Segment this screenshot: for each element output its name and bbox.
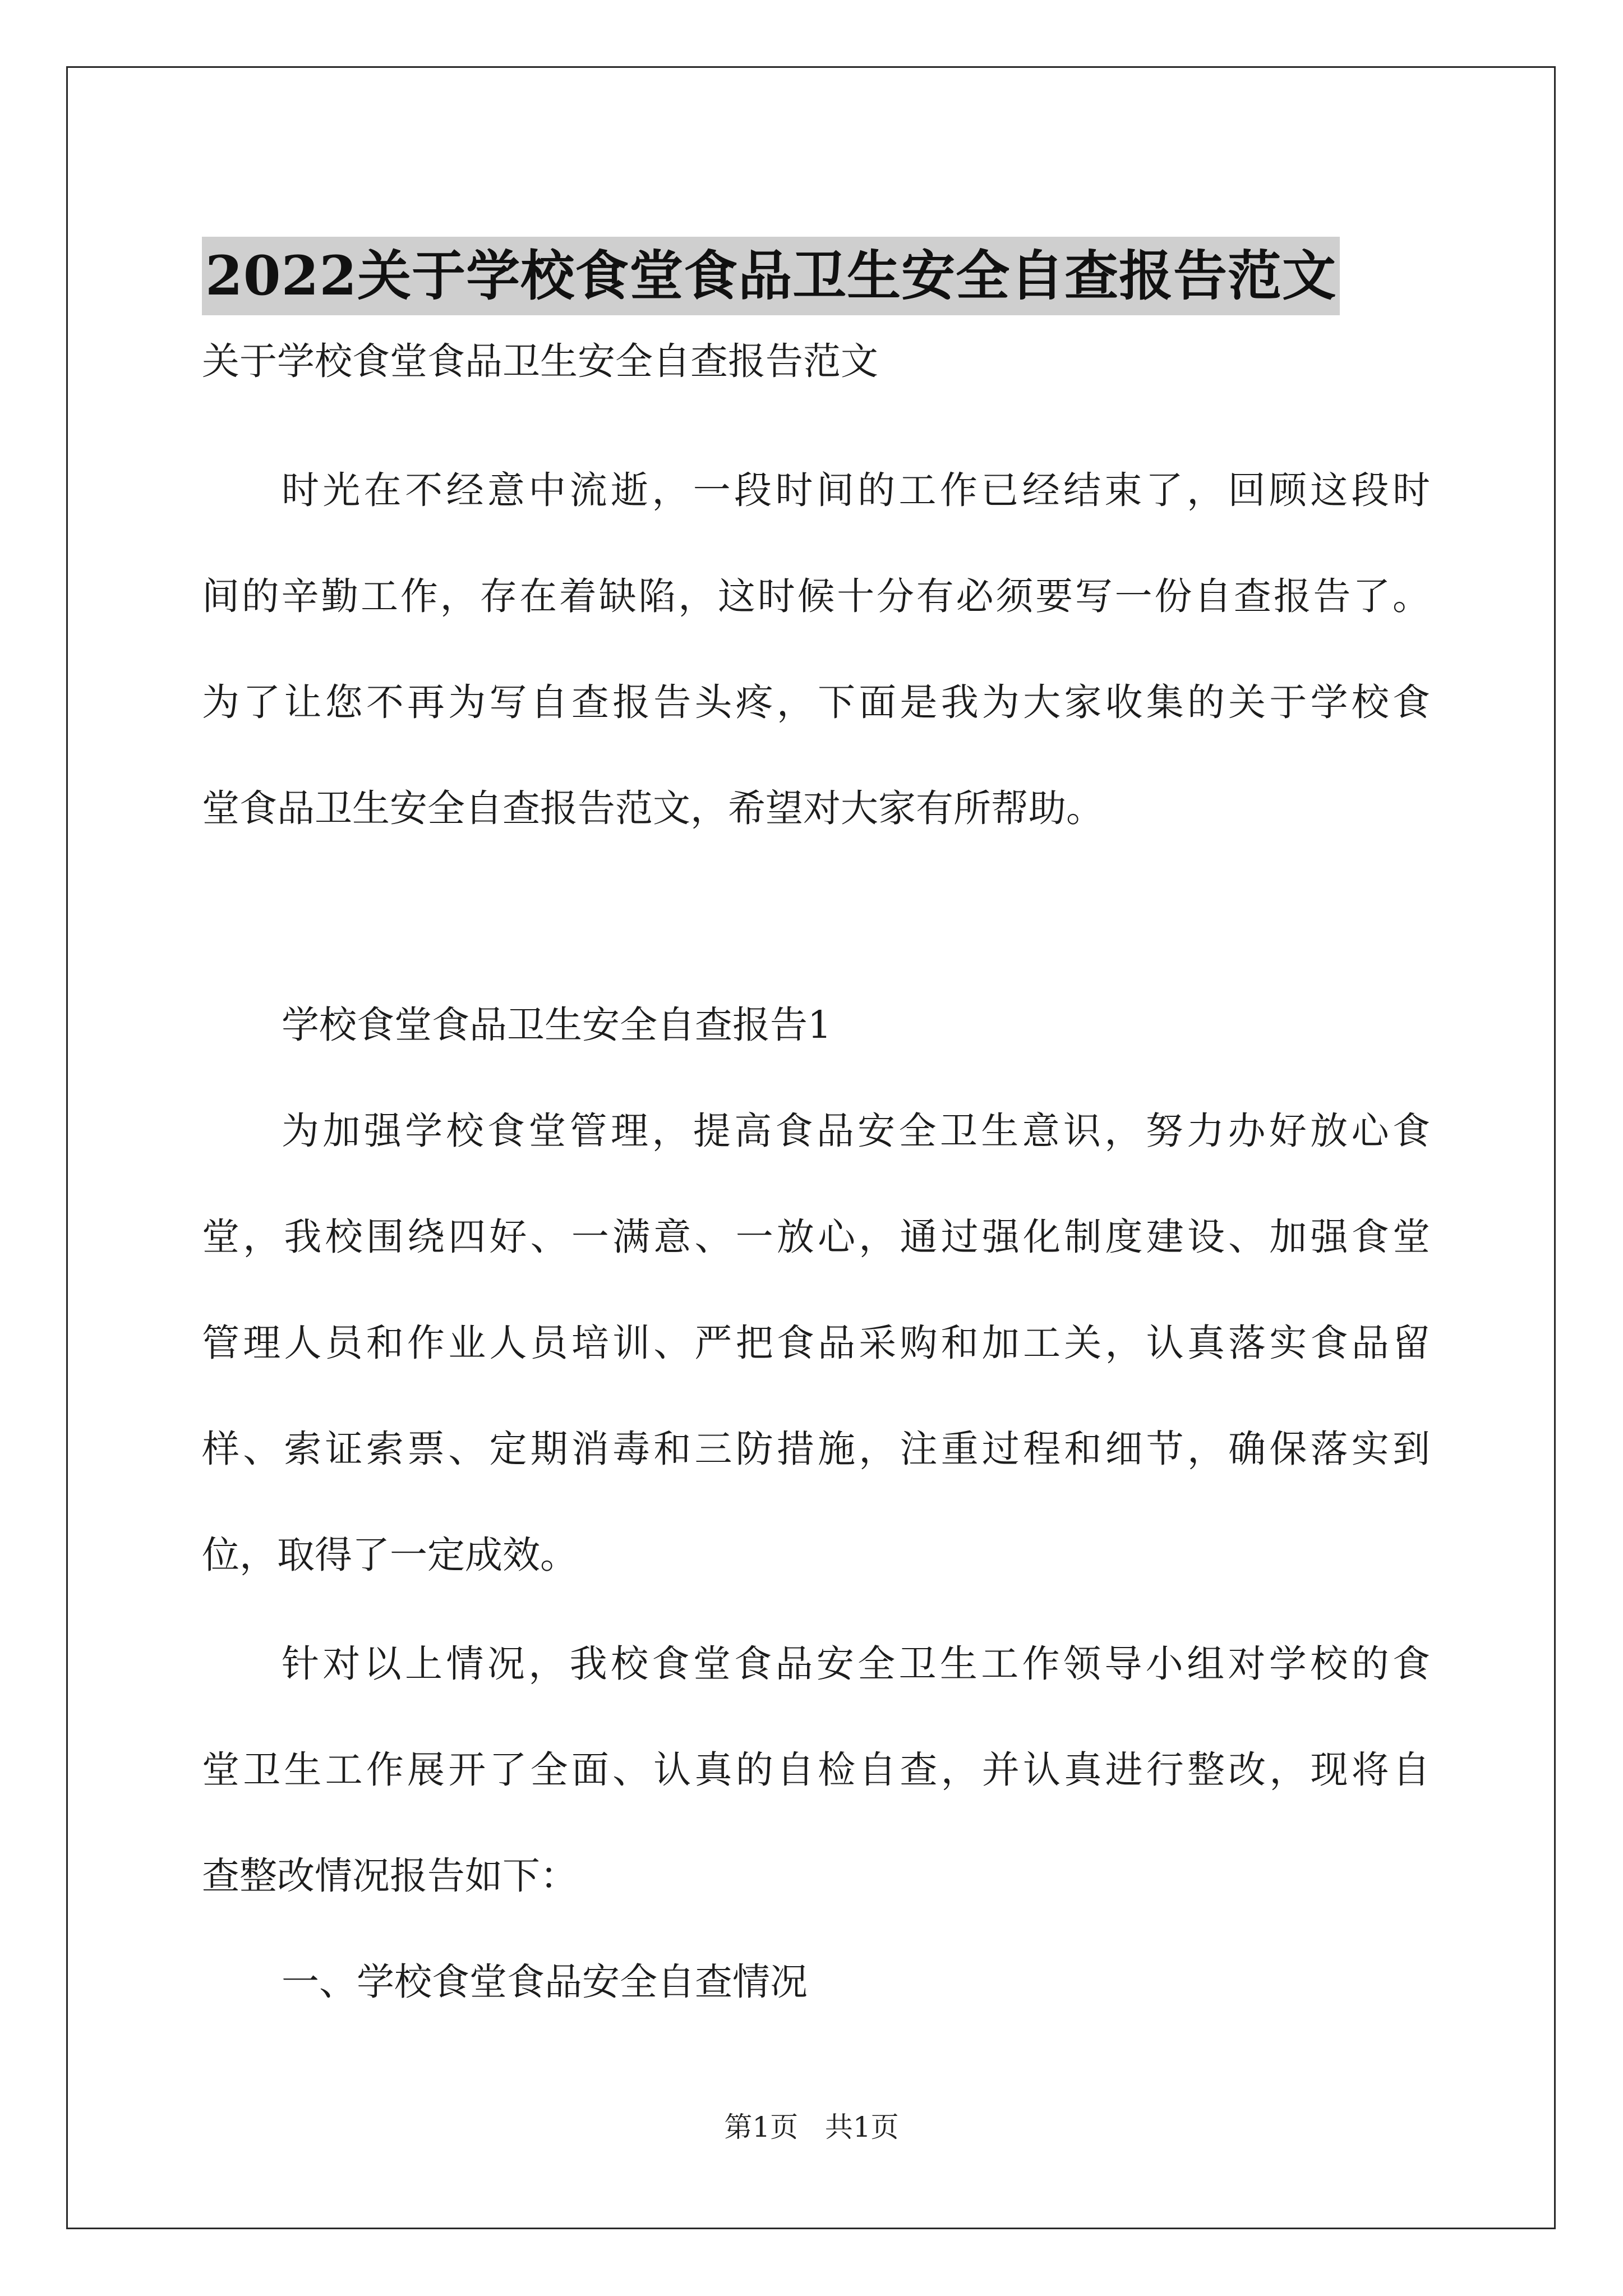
paragraph-line: 为加强学校食堂管理，提高食品安全卫生意识，努力办好放心食: [282, 1109, 1430, 1153]
paragraph-line: 间的辛勤工作，存在着缺陷，这时候十分有必须要写一份自查报告了。: [202, 574, 1430, 618]
paragraph-line: 管理人员和作业人员培训、严把食品采购和加工关，认真落实食品留: [202, 1321, 1430, 1365]
document-subtitle: 关于学校食堂食品卫生安全自查报告范文: [202, 339, 878, 383]
section-heading: 学校食堂食品卫生安全自查报告1: [282, 1003, 832, 1047]
section-heading: 一、学校食堂食品安全自查情况: [282, 1960, 808, 2004]
page-number: 第1页 共1页: [724, 2111, 899, 2143]
paragraph-line: 查整改情况报告如下：: [202, 1854, 578, 1898]
paragraph-line: 针对以上情况，我校食堂食品安全卫生工作领导小组对学校的食: [282, 1642, 1430, 1686]
paragraph-line: 样、索证索票、定期消毒和三防措施，注重过程和细节，确保落实到: [202, 1427, 1430, 1471]
paragraph-line: 时光在不经意中流逝，一段时间的工作已经结束了，回顾这段时: [282, 468, 1430, 512]
document-title: 2022关于学校食堂食品卫生安全自查报告范文: [202, 237, 1340, 315]
paragraph-line: 堂食品卫生安全自查报告范文，希望对大家有所帮助。: [202, 786, 1104, 830]
paragraph-line: 堂，我校围绕四好、一满意、一放心，通过强化制度建设、加强食堂: [202, 1215, 1430, 1259]
paragraph-line: 为了让您不再为写自查报告头疼，下面是我为大家收集的关于学校食: [202, 680, 1430, 724]
paragraph-line: 位，取得了一定成效。: [202, 1533, 578, 1577]
paragraph-line: 堂卫生工作展开了全面、认真的自检自查，并认真进行整改，现将自: [202, 1748, 1430, 1792]
